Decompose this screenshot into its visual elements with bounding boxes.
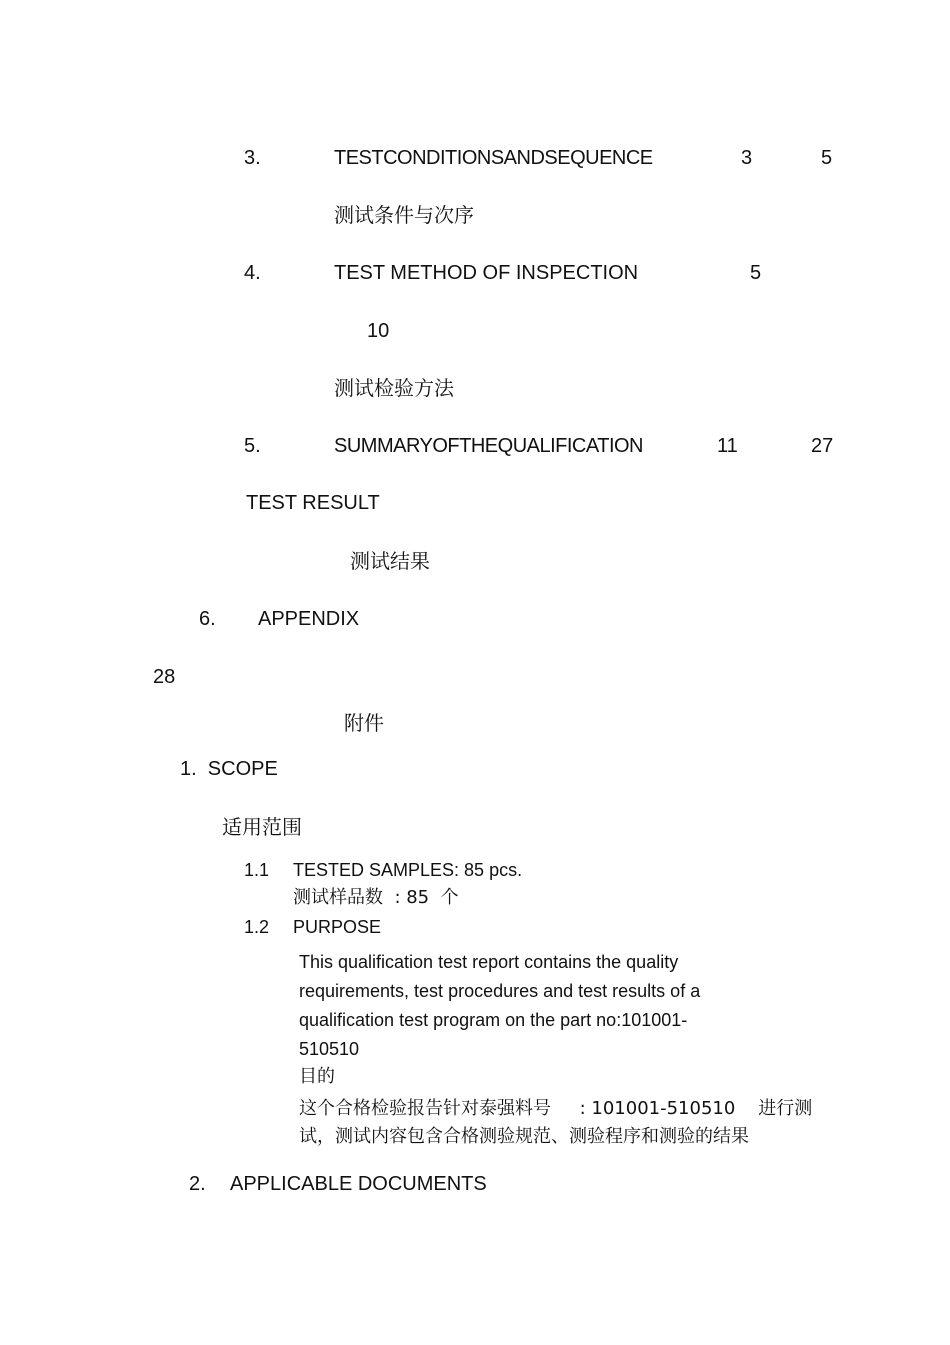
subsection-1-2-title: PURPOSE: [293, 917, 382, 937]
subsection-1-2-number: 1.2: [244, 917, 270, 937]
toc-item-3-number: 3.: [244, 147, 261, 169]
subsection-1-1-title-cn: 测试样品数 : 85 个: [293, 887, 459, 908]
toc-item-3-title: TESTCONDITIONSANDSEQUENCE: [334, 147, 653, 169]
section-1-heading-cn: 适用范围: [222, 815, 302, 839]
toc-item-4-title: TEST METHOD OF INSPECTION: [334, 262, 639, 284]
toc-item-5-page-start: 11: [717, 435, 738, 457]
toc-item-6-title-cn: 附件: [344, 711, 384, 735]
subsection-1-1-title: TESTED SAMPLES: 85 pcs.: [293, 860, 523, 880]
section-2-number: 2.: [189, 1173, 206, 1195]
toc-item-3-title-cn: 测试条件与次序: [334, 203, 474, 227]
toc-item-4-page-start: 5: [750, 262, 762, 284]
section-1-heading: 1. SCOPE: [180, 758, 278, 780]
subsection-1-2-body: This qualification test report contains the quality requirements, test procedures and test results of a qualification test program on the part no:101001-510510: [299, 952, 701, 1059]
toc-item-6-number: 6.: [199, 608, 216, 630]
subsection-1-2-title-cn: 目的: [299, 1066, 335, 1087]
toc-item-5-title-continued: TEST RESULT: [246, 492, 380, 514]
toc-item-3-page-end: 5: [821, 147, 833, 169]
toc-item-5-page-end: 27: [811, 435, 834, 457]
toc-item-4-number: 4.: [244, 262, 261, 284]
section-2-heading: APPLICABLE DOCUMENTS: [230, 1173, 487, 1195]
toc-item-6-page: 28: [153, 666, 176, 688]
toc-item-5-title-cn: 测试结果: [350, 549, 430, 573]
subsection-1-2-body-cn-line-2: 试，测试内容包含合格测验规范、测验程序和测验的结果: [299, 1126, 749, 1147]
toc-item-4-title-cn: 测试检验方法: [334, 376, 454, 400]
toc-item-6-title: APPENDIX: [258, 608, 360, 630]
subsection-1-2-body-cn-line-1: 这个合格检验报告针对泰强料号 : 101001-510510 进行测: [299, 1098, 813, 1119]
toc-item-4-page-end: 10: [367, 320, 390, 342]
toc-item-5-number: 5.: [244, 435, 261, 457]
subsection-1-1-number: 1.1: [244, 860, 270, 880]
toc-item-5-title: SUMMARYOFTHEQUALIFICATION: [334, 435, 644, 457]
toc-item-3-page-start: 3: [741, 147, 753, 169]
